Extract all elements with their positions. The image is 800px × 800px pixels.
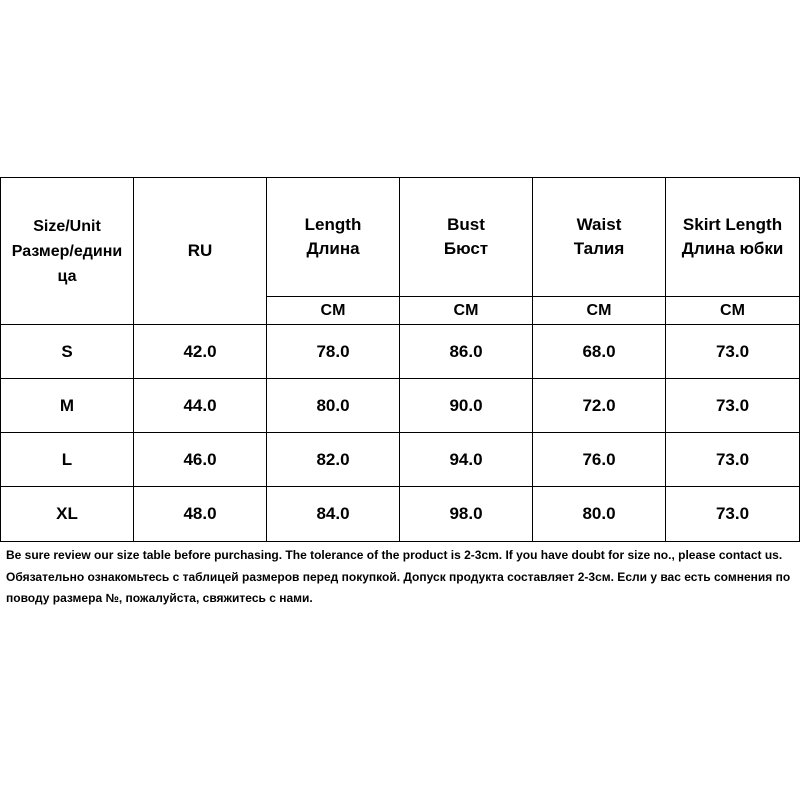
- skirt-length-header-en: Skirt Length: [682, 215, 783, 234]
- skirt-length-header-ru: Длина юбки: [681, 239, 784, 258]
- skirt-length-cell: 73.0: [666, 433, 800, 487]
- table-row: [1, 325, 800, 379]
- ru-cell: 44.0: [134, 379, 267, 433]
- table-row: [1, 379, 800, 433]
- size-cell: XL: [1, 487, 134, 542]
- waist-header-en: Waist: [576, 215, 622, 234]
- length-cell: 78.0: [267, 325, 400, 379]
- size-unit-ru-line-2: ца: [57, 267, 77, 285]
- waist-cell: 80.0: [533, 487, 666, 542]
- ru-cell: 48.0: [134, 487, 267, 542]
- bust-header-ru: Бюст: [443, 239, 489, 258]
- size-cell: M: [1, 379, 134, 433]
- bust-header-en: Bust: [447, 215, 485, 234]
- length-header: [267, 178, 400, 297]
- table-row: [1, 433, 800, 487]
- waist-unit: CM: [533, 297, 666, 325]
- length-cell: 80.0: [267, 379, 400, 433]
- length-cell: 84.0: [267, 487, 400, 542]
- note-english: Be sure review our size table before purchasing. The tolerance of the product is 2-3cm. If you have doubt for size no., please contact us.: [6, 548, 783, 562]
- waist-header: [533, 178, 666, 297]
- length-unit: CM: [267, 297, 400, 325]
- size-cell: L: [1, 433, 134, 487]
- header-row: [1, 178, 800, 297]
- table-row: [1, 487, 800, 542]
- size-table: [0, 177, 800, 542]
- skirt-length-cell: 73.0: [666, 487, 800, 542]
- bust-cell: 98.0: [400, 487, 533, 542]
- bust-header: [400, 178, 533, 297]
- bust-unit: CM: [400, 297, 533, 325]
- waist-header-ru: Талия: [573, 239, 625, 258]
- skirt-length-header: [666, 178, 800, 297]
- waist-cell: 72.0: [533, 379, 666, 433]
- bust-cell: 90.0: [400, 379, 533, 433]
- length-header-ru: Длина: [306, 239, 360, 258]
- skirt-length-cell: 73.0: [666, 325, 800, 379]
- skirt-length-unit: CM: [666, 297, 800, 325]
- waist-cell: 68.0: [533, 325, 666, 379]
- size-notes: [6, 545, 800, 610]
- size-unit-ru-line-1: Размер/едини: [11, 242, 123, 260]
- ru-cell: 46.0: [134, 433, 267, 487]
- size-unit-en: Size/Unit: [33, 217, 101, 235]
- bust-cell: 86.0: [400, 325, 533, 379]
- length-cell: 82.0: [267, 433, 400, 487]
- skirt-length-cell: 73.0: [666, 379, 800, 433]
- size-cell: S: [1, 325, 134, 379]
- waist-cell: 76.0: [533, 433, 666, 487]
- length-header-en: Length: [304, 215, 362, 234]
- ru-cell: 42.0: [134, 325, 267, 379]
- bust-cell: 94.0: [400, 433, 533, 487]
- ru-header: RU: [134, 178, 267, 325]
- note-russian: Обязательно ознакомьтесь с таблицей размеров перед покупкой. Допуск продукта составляет 2-3см. Если у вас есть сомнения по поводу размера №, пожалуйста, свяжитесь с нами.: [6, 569, 791, 605]
- size-unit-header: [1, 178, 134, 325]
